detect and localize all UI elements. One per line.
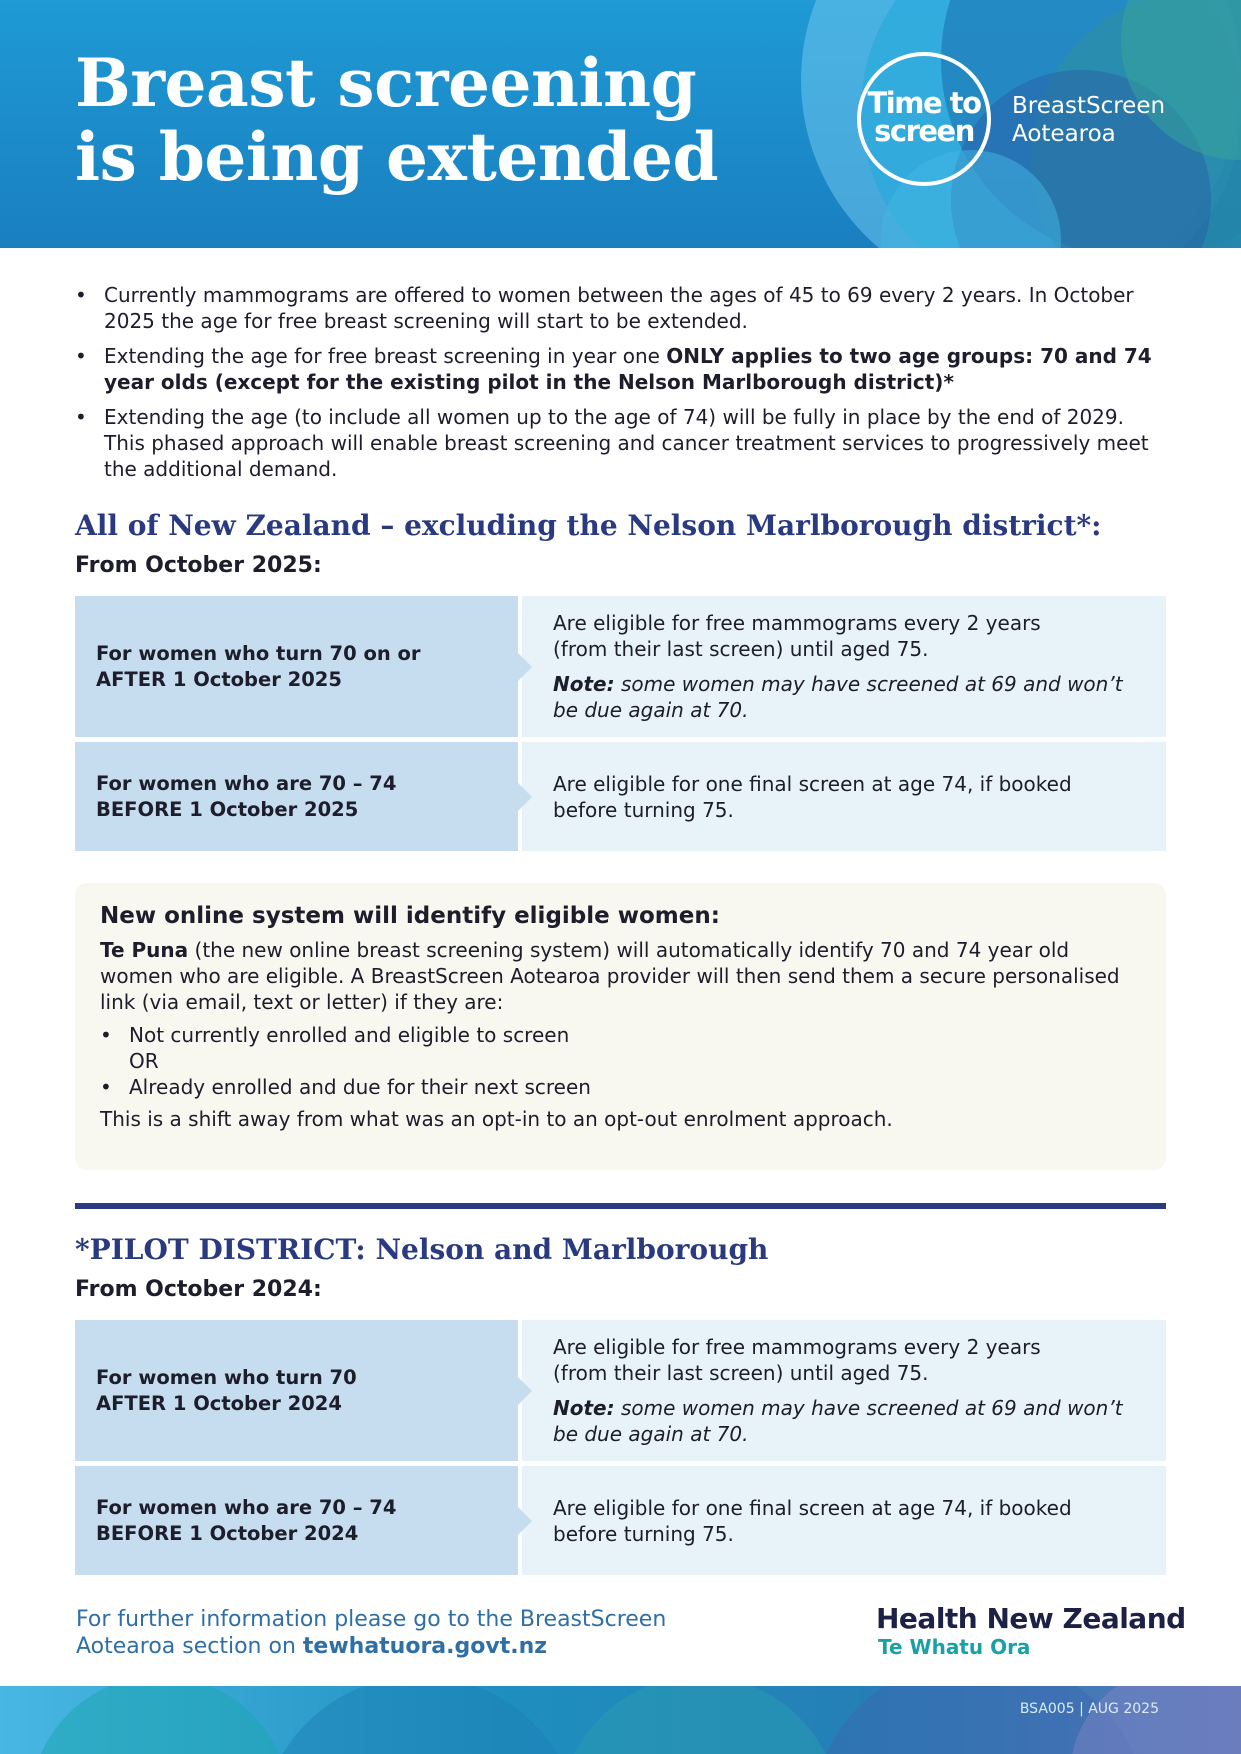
info-box-closing: This is a shift away from what was an opt-in to an opt-out enrolment approach.: [100, 1107, 893, 1131]
table-row: [75, 1320, 1166, 1461]
footer-decorative-band: [0, 1686, 1241, 1754]
row-criteria: For women who turn 70 on or AFTER 1 October 2025: [75, 596, 518, 737]
page-header: [0, 0, 1241, 248]
row-note: Note: some women may have screened at 69 and won’t be due again at 70.: [553, 672, 1123, 722]
page-title: Breast screening is being extended: [75, 44, 719, 196]
pilot-section-title: *PILOT DISTRICT: Nelson and Marlborough: [75, 1233, 769, 1266]
document-code: BSA005 | AUG 2025: [1019, 1701, 1159, 1717]
table-row: [75, 596, 1166, 737]
row-eligibility: Are eligible for one final screen at age 74, if booked before turning 75.: [522, 1466, 1166, 1575]
row-criteria: For women who are 70 – 74 BEFORE 1 October 2025: [75, 742, 518, 851]
row-criteria: For women who are 70 – 74 BEFORE 1 October 2024: [75, 1466, 518, 1575]
intro-bullet-list: [75, 282, 1165, 491]
nz-section-subtitle: From October 2025:: [75, 553, 322, 578]
or-label: OR: [129, 1049, 159, 1073]
online-system-info-box: [75, 883, 1166, 1170]
row-note: Note: some women may have screened at 69 and won’t be due again at 70.: [553, 1396, 1123, 1446]
decorative-circles-art: [0, 1686, 1241, 1754]
website-link[interactable]: tewhatuora.govt.nz: [302, 1634, 548, 1659]
time-to-screen-logo: Time to screen: [857, 52, 991, 186]
intro-bullet: • Extending the age (to include all women up to the age of 74) will be fully in place by the end of 2029. This phased approach will enable breast screening and cancer treatment services to progressively meet the additional demand.: [75, 404, 1165, 482]
info-box-paragraph: Te Puna (the new online breast screening system) will automatically identify 70 and 74 year old women who are eligible. A BreastScreen Aotearoa provider will then send them a secure personalised link (via email, text or letter) if they are:: [100, 938, 1120, 1014]
table-row: [75, 742, 1166, 851]
nz-section-title: All of New Zealand – excluding the Nelson Marlborough district*:: [75, 509, 1102, 542]
intro-bullet: • Currently mammograms are offered to women between the ages of 45 to 69 every 2 years. In October 2025 the age for free breast screening will start to be extended.: [75, 282, 1165, 334]
row-criteria: For women who turn 70 AFTER 1 October 2024: [75, 1320, 518, 1461]
further-info-text: For further information please go to the BreastScreen Aotearoa section on tewhatuora.govt.nz: [76, 1607, 667, 1659]
row-eligibility: Are eligible for one final screen at age 74, if booked before turning 75.: [522, 742, 1166, 851]
info-box-heading: New online system will identify eligible women:: [100, 903, 720, 929]
list-item: • Not currently enrolled and eligible to screen: [100, 1022, 1142, 1048]
health-nz-logo-text: Health New Zealand: [876, 1602, 1186, 1635]
section-divider: [75, 1203, 1166, 1209]
intro-bullet: • Extending the age for free breast screening in year one ONLY applies to two age groups: 70 and 74 year olds (except for the existing pilot in the Nelson Marlborough district)*: [75, 343, 1165, 395]
nz-eligibility-table: [75, 596, 1166, 856]
row-eligibility: Are eligible for free mammograms every 2 years (from their last screen) until aged 75. Note: some women may have screened at 69 and won’t be due again at 70.: [522, 596, 1166, 737]
row-eligibility: Are eligible for free mammograms every 2 years (from their last screen) until aged 75. Note: some women may have screened at 69 and won’t be due again at 70.: [522, 1320, 1166, 1461]
list-item: • Already enrolled and due for their next screen: [100, 1074, 1142, 1100]
te-whatu-ora-logo-text: Te Whatu Ora: [878, 1635, 1031, 1659]
table-row: [75, 1466, 1166, 1575]
pilot-eligibility-table: [75, 1320, 1166, 1580]
breastscreen-aotearoa-brand: BreastScreen Aotearoa: [1012, 93, 1166, 147]
pilot-section-subtitle: From October 2024:: [75, 1277, 322, 1302]
info-box-list: [100, 1022, 1142, 1100]
